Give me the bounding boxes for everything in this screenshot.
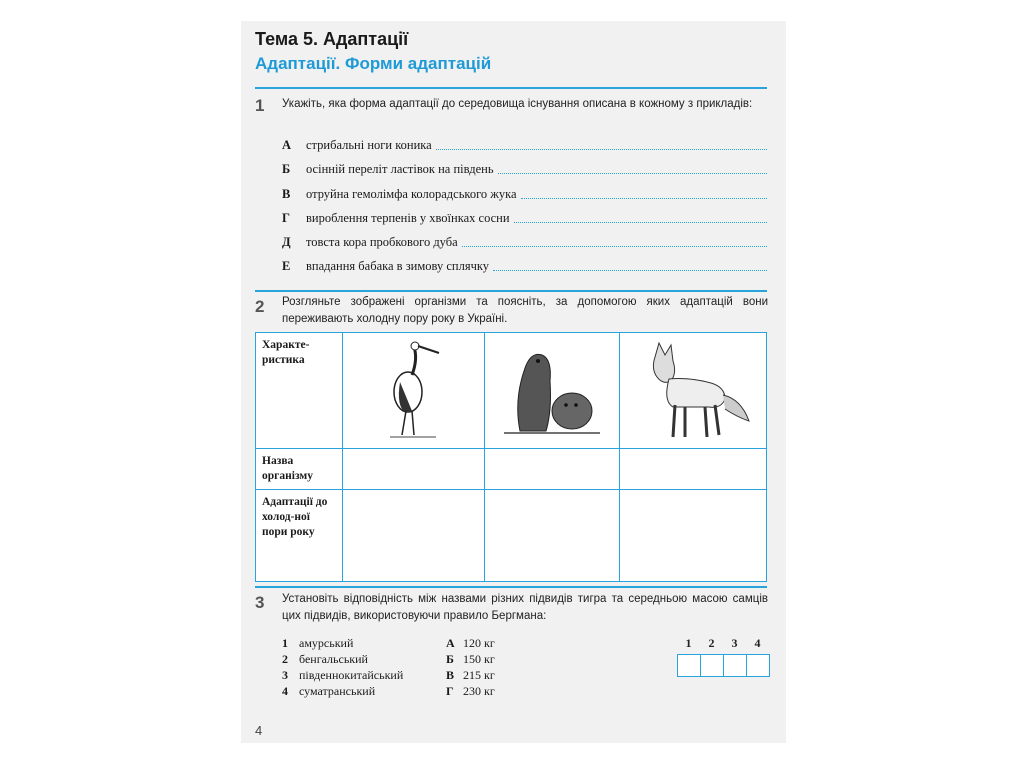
list-item: Б 150 кг [446,652,495,666]
image-cell [484,333,619,449]
section-divider [255,586,767,588]
q1-item-v [282,186,767,202]
answer-cell[interactable] [484,490,619,582]
answer-box-3[interactable] [723,654,747,677]
answer-cell[interactable] [484,449,619,490]
fox-illustration [633,337,753,441]
item-text: вироблення терпенів у хвоїнках сосни [306,211,510,225]
item-text: впадання бабака в зимову сплячку [306,259,489,273]
topic-title: Тема 5. Адаптації [255,29,409,49]
item-letter: А [282,138,292,152]
list-item: Г 230 кг [446,684,495,698]
mass-list [446,636,495,700]
organisms-table [255,332,767,582]
answer-grid-header [677,636,769,651]
section-divider [255,87,767,89]
subtopic-title: Адаптації. Форми адаптацій [255,54,492,73]
marmot-illustration [500,341,604,437]
answer-line[interactable] [521,197,767,199]
answer-line[interactable] [493,269,767,271]
table-row [256,490,767,582]
question-number-1: 1 [255,96,265,115]
answer-cell[interactable] [620,490,767,582]
q1-item-a [282,137,767,153]
answer-header: 4 [754,636,761,650]
item-letter: В [282,187,291,201]
table-row [256,449,767,490]
answer-line[interactable] [436,148,767,150]
answer-box-1[interactable] [677,654,701,677]
answer-header: 3 [731,636,738,650]
answer-cell[interactable] [343,490,485,582]
row-label-name: Назва організму [256,449,343,490]
row-label-characteristic: Характе-ристика [256,333,343,449]
row-label-adaptations: Адаптації до холод-ної пори року [256,490,343,582]
image-cell [343,333,485,449]
answer-header: 1 [685,636,692,650]
item-letter: Г [282,211,290,225]
question-3-text: Установіть відповідність між назвами різних підвидів тигра та середньою масою самців цих підвидів, використовуючи правило Бергмана: [282,593,768,622]
answer-header: 2 [708,636,715,650]
item-text: отруйна гемолімфа колорадського жука [306,187,517,201]
q1-item-b [282,161,767,177]
stork-illustration [384,337,442,441]
list-item: 2 бенгальський [282,652,368,666]
item-letter: Д [282,235,291,249]
answer-box-2[interactable] [700,654,724,677]
answer-cell[interactable] [343,449,485,490]
q1-item-e [282,258,767,274]
question-number-2: 2 [255,297,265,316]
answer-line[interactable] [514,221,767,223]
workbook-page [241,21,786,743]
list-item: 3 південнокитайський [282,668,404,682]
image-cell [620,333,767,449]
answer-grid [677,654,769,677]
answer-cell[interactable] [620,449,767,490]
answer-line[interactable] [498,172,767,174]
q1-item-d [282,234,767,250]
table-row [256,333,767,449]
question-1-text: Укажіть, яка форма адаптації до середовища існування описана в кожному з прикладів: [282,98,753,110]
list-item: А 120 кг [446,636,495,650]
list-item: В 215 кг [446,668,495,682]
page-number: 4 [255,723,263,738]
item-text: осінній переліт ластівок на південь [306,162,494,176]
question-2-text: Розгляньте зображені організми та поясніть, за допомогою яких адаптацій вони переживають холодну пору року в Україні. [282,296,768,325]
answer-box-4[interactable] [746,654,770,677]
item-text: стрибальні ноги коника [306,138,432,152]
section-divider [255,290,767,292]
q1-item-h [282,210,767,226]
question-number-3: 3 [255,593,265,612]
item-letter: Е [282,259,291,273]
subspecies-list [282,636,403,700]
list-item: 1 амурський [282,636,354,650]
item-text: товста кора пробкового дуба [306,235,458,249]
list-item: 4 суматранський [282,684,376,698]
answer-line[interactable] [462,245,767,247]
item-letter: Б [282,162,291,176]
